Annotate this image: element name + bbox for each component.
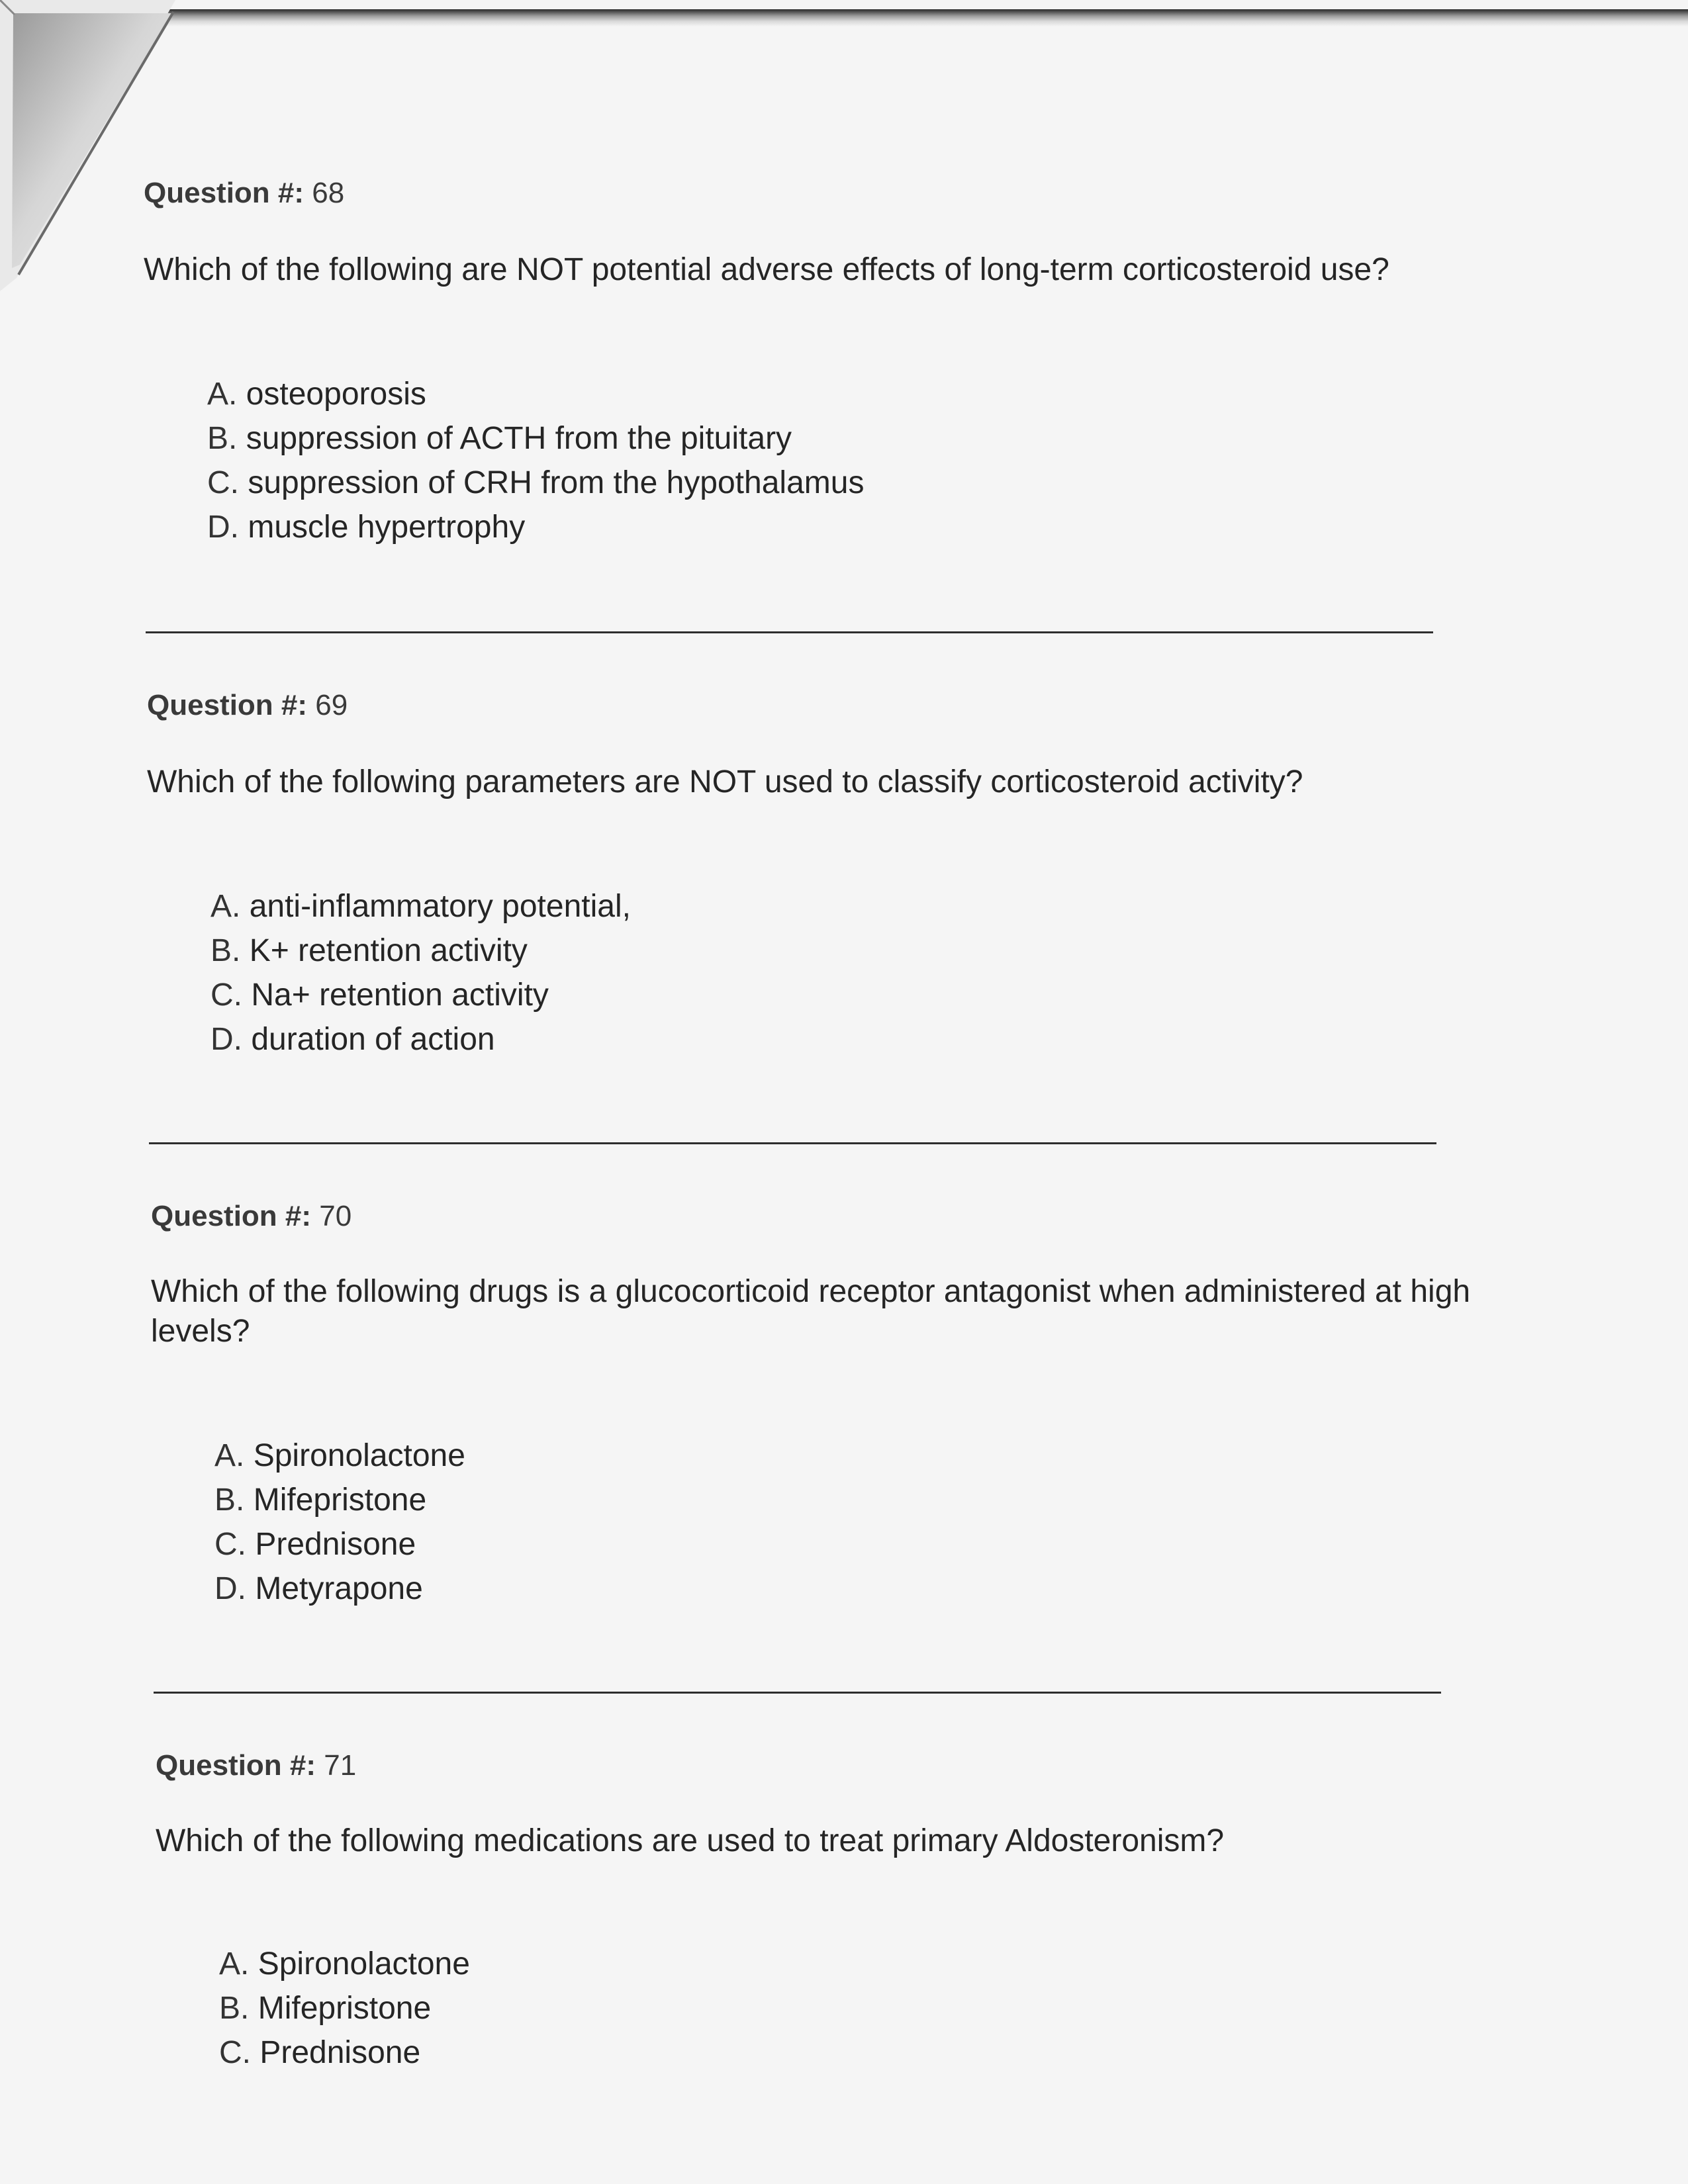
option-a xyxy=(219,1942,470,1986)
question-label xyxy=(144,176,1534,210)
option-letter: A. xyxy=(219,1946,250,1981)
answer-options xyxy=(211,884,631,1062)
option-a xyxy=(207,372,864,416)
question-divider xyxy=(154,1692,1441,1694)
option-c xyxy=(211,973,631,1017)
option-b xyxy=(214,1478,465,1522)
question-68 xyxy=(144,176,1534,547)
option-text: duration of action xyxy=(251,1022,495,1057)
option-letter: C. xyxy=(207,465,239,500)
option-letter: D. xyxy=(214,1571,246,1606)
question-divider xyxy=(146,631,1433,633)
answer-options xyxy=(214,1433,465,1611)
question-label xyxy=(147,688,1537,723)
question-label-text: Question #: xyxy=(156,1749,316,1782)
option-letter: D. xyxy=(211,1022,242,1057)
question-number: 71 xyxy=(324,1749,357,1782)
option-text: suppression of ACTH from the pituitary xyxy=(246,421,792,456)
option-c xyxy=(207,461,864,505)
option-text: Spironolactone xyxy=(258,1946,470,1981)
question-label-text: Question #: xyxy=(151,1200,312,1232)
question-divider xyxy=(149,1142,1436,1144)
question-71 xyxy=(156,1749,1546,2093)
option-text: muscle hypertrophy xyxy=(248,510,526,545)
option-letter: B. xyxy=(207,421,238,456)
option-text: Mifepristone xyxy=(258,1991,432,2026)
question-number: 68 xyxy=(312,177,345,209)
option-a xyxy=(214,1433,465,1478)
option-letter: D. xyxy=(207,510,239,545)
question-69 xyxy=(147,688,1537,1059)
option-text: anti-inflammatory potential, xyxy=(249,889,631,924)
option-text: Mifepristone xyxy=(253,1482,427,1518)
question-text: Which of the following parameters are NOT used to classify corticosteroid activity? xyxy=(147,764,1303,799)
question-number: 69 xyxy=(315,689,348,721)
option-letter: A. xyxy=(214,1438,245,1473)
option-letter: C. xyxy=(219,2035,251,2070)
option-text: Metyrapone xyxy=(255,1571,423,1606)
page-top-edge-shadow xyxy=(165,9,1688,26)
option-letter: C. xyxy=(214,1527,246,1562)
option-text: Spironolactone xyxy=(253,1438,465,1473)
option-c xyxy=(214,1522,465,1567)
option-b xyxy=(219,1986,470,2030)
option-d xyxy=(214,1567,465,1611)
question-label-text: Question #: xyxy=(147,689,308,721)
option-text: Prednisone xyxy=(259,2035,421,2070)
option-letter: A. xyxy=(207,377,238,412)
option-b xyxy=(211,929,631,973)
option-b xyxy=(207,416,864,461)
option-text: Na+ retention activity xyxy=(251,978,549,1013)
question-number: 70 xyxy=(319,1200,352,1232)
option-letter: B. xyxy=(219,1991,250,2026)
option-text: osteoporosis xyxy=(246,377,426,412)
option-letter: B. xyxy=(211,933,241,968)
option-letter: B. xyxy=(214,1482,245,1518)
option-text: suppression of CRH from the hypothalamus xyxy=(248,465,865,500)
option-letter: C. xyxy=(211,978,242,1013)
question-label-text: Question #: xyxy=(144,177,305,209)
question-label xyxy=(151,1199,1541,1234)
question-text: Which of the following medications are used to treat primary Aldosteronism? xyxy=(156,1823,1225,1858)
answer-options xyxy=(207,372,864,549)
option-a xyxy=(211,884,631,929)
option-d xyxy=(211,1017,631,1062)
question-text: Which of the following drugs is a glucocorticoid receptor antagonist when administered at high levels? xyxy=(151,1274,1471,1349)
option-letter: A. xyxy=(211,889,241,924)
question-label xyxy=(156,1749,1546,1783)
question-70 xyxy=(151,1199,1541,1610)
question-text: Which of the following are NOT potential adverse effects of long-term corticosteroid use? xyxy=(144,252,1389,287)
answer-options xyxy=(219,1942,470,2075)
option-text: Prednisone xyxy=(255,1527,416,1562)
option-d xyxy=(207,505,864,549)
option-text: K+ retention activity xyxy=(249,933,528,968)
option-c xyxy=(219,2030,470,2075)
